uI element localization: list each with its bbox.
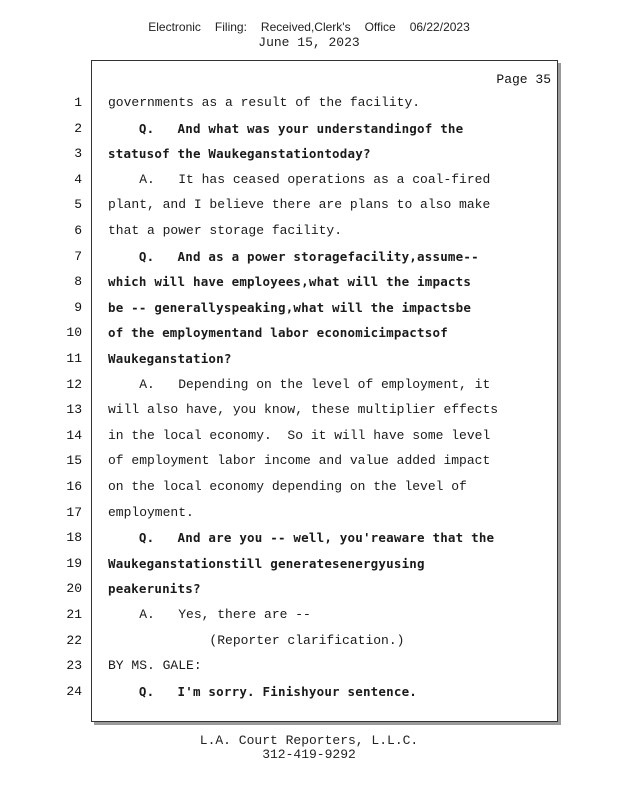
line-number: 2 <box>74 120 82 136</box>
line-number: 13 <box>66 402 82 418</box>
line-number: 12 <box>66 376 82 392</box>
line-number: 23 <box>66 658 82 674</box>
line-number: 17 <box>66 504 82 520</box>
line-number: 9 <box>74 299 82 315</box>
transcript-line: Q. And are you -- well, you'reaware that the <box>108 530 495 546</box>
line-number: 4 <box>74 171 82 187</box>
line-number: 6 <box>74 223 82 238</box>
transcript-date: June 15, 2023 <box>258 35 360 50</box>
transcript-line: Q. I'm sorry. Finishyour sentence. <box>108 683 418 699</box>
line-number: 15 <box>66 453 82 469</box>
line-number: 3 <box>74 146 82 162</box>
line-number: 24 <box>66 683 82 699</box>
line-number: 22 <box>66 632 82 648</box>
transcript-line: that a power storage facility. <box>108 223 343 238</box>
transcript-line: plant, and I believe there are plans to also make <box>108 197 491 213</box>
transcript-line: employment. <box>108 504 194 520</box>
line-number: 5 <box>74 197 82 213</box>
line-number: 20 <box>66 581 82 597</box>
line-number: 18 <box>66 530 82 546</box>
transcript-line: A. It has ceased operations as a coal-fired <box>108 171 491 187</box>
line-number: 7 <box>74 248 82 264</box>
transcript-line: BY MS. GALE: <box>108 658 202 674</box>
transcript-line: governments as a result of the facility. <box>108 95 421 110</box>
transcript-line: statusof the Waukeganstationtoday? <box>108 146 371 162</box>
transcript-line: Waukeganstationstill generatesenergyusing <box>108 555 425 571</box>
line-number: 10 <box>66 325 82 341</box>
filing-stamp-date: 06/22/2023 <box>409 20 470 34</box>
footer-company: L.A. Court Reporters, L.L.C. <box>199 733 419 748</box>
line-number: 21 <box>66 607 82 622</box>
transcript-line: in the local economy. So it will have some level <box>108 427 491 443</box>
line-number: 19 <box>66 555 82 571</box>
filing-stamp-electronic: Electronic <box>148 20 201 34</box>
transcript-line: A. Yes, there are -- <box>108 607 311 622</box>
transcript-line: of employment labor income and value added impact <box>108 453 491 469</box>
transcript-line: A. Depending on the level of employment, it <box>108 376 491 392</box>
line-number: 16 <box>66 479 82 494</box>
page-number: Page 35 <box>496 72 551 87</box>
footer-phone: 312-419-9292 <box>262 747 356 762</box>
transcript-line: Q. And as a power storagefacility,assume-- <box>108 248 479 264</box>
transcript-line: be -- generallyspeaking,what will the impactsbe <box>108 299 472 315</box>
line-number: 11 <box>66 351 82 366</box>
transcript-line: of the employmentand labor economicimpactsof <box>108 325 448 341</box>
filing-stamp-office: Office <box>364 20 396 34</box>
line-number: 8 <box>74 274 82 290</box>
filing-stamp-filing: Filing: <box>214 20 247 34</box>
transcript-line: will also have, you know, these multiplier effects <box>108 402 499 418</box>
transcript-line: Q. And what was your understandingof the <box>108 120 464 136</box>
transcript-line: which will have employees,what will the impacts <box>108 274 472 290</box>
transcript-line: peakerunits? <box>108 581 201 597</box>
transcript-line: on the local economy depending on the level of <box>108 479 467 494</box>
filing-stamp-received: Received,Clerk's <box>260 20 351 34</box>
line-number: 14 <box>66 427 82 443</box>
filing-stamp-header <box>0 20 618 34</box>
transcript-line: Waukeganstation? <box>108 351 232 366</box>
line-number: 1 <box>74 95 82 110</box>
transcript-line: (Reporter clarification.) <box>108 632 405 648</box>
